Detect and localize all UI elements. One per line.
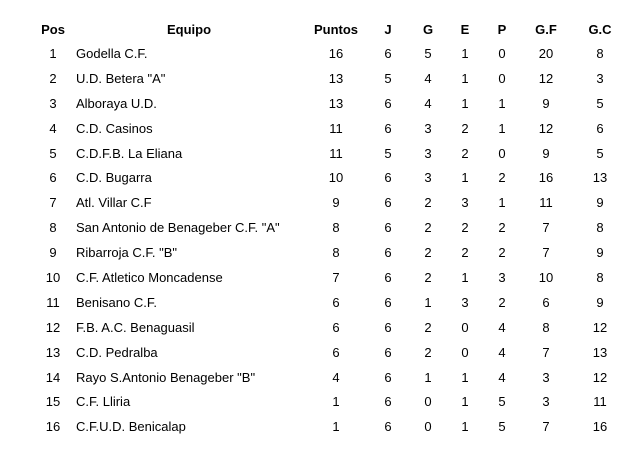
lost-cell: 2 (498, 245, 506, 261)
team-cell: Godella C.F. (76, 45, 148, 61)
points-cell: 7 (332, 269, 340, 285)
goals-against-cell: 5 (596, 145, 604, 161)
played-cell: 6 (384, 170, 392, 186)
table-row (34, 340, 628, 365)
lost-cell: 1 (498, 120, 506, 136)
points-cell: 1 (332, 394, 340, 410)
drawn-cell: 1 (461, 269, 469, 285)
goals-for-cell: 6 (542, 294, 550, 310)
goals-against-cell: 9 (596, 294, 604, 310)
goals-for-cell: 3 (542, 394, 550, 410)
won-cell: 3 (424, 120, 432, 136)
goals-against-cell: 8 (596, 45, 604, 61)
standings-table (34, 17, 628, 439)
goals-against-cell: 12 (592, 319, 608, 335)
goals-against-cell: 6 (596, 120, 604, 136)
drawn-cell: 2 (461, 245, 469, 261)
team-cell: C.D. Pedralba (76, 344, 158, 360)
won-cell: 0 (424, 419, 432, 435)
header-pos: Pos (41, 21, 65, 37)
points-cell: 10 (328, 170, 344, 186)
goals-for-cell: 7 (542, 220, 550, 236)
table-row (34, 365, 628, 390)
played-cell: 6 (384, 195, 392, 211)
team-cell: C.F.U.D. Benicalap (76, 419, 186, 435)
team-cell: Alboraya U.D. (76, 95, 157, 111)
pos-cell: 4 (49, 120, 57, 136)
points-cell: 16 (328, 45, 344, 61)
goals-against-cell: 8 (596, 269, 604, 285)
pos-cell: 12 (45, 319, 61, 335)
table-row (34, 141, 628, 166)
won-cell: 4 (424, 70, 432, 86)
played-cell: 6 (384, 245, 392, 261)
team-cell: Atl. Villar C.F (76, 195, 152, 211)
goals-for-cell: 3 (542, 369, 550, 385)
table-row (34, 165, 628, 190)
table-row (34, 41, 628, 66)
lost-cell: 2 (498, 170, 506, 186)
goals-for-cell: 7 (542, 245, 550, 261)
team-cell: C.D. Bugarra (76, 170, 152, 186)
team-cell: Rayo S.Antonio Benageber "B" (76, 369, 256, 385)
won-cell: 2 (424, 245, 432, 261)
lost-cell: 4 (498, 344, 506, 360)
lost-cell: 5 (498, 394, 506, 410)
goals-for-cell: 20 (538, 45, 554, 61)
pos-cell: 10 (45, 269, 61, 285)
pos-cell: 13 (45, 344, 61, 360)
pos-cell: 1 (49, 45, 57, 61)
pos-cell: 2 (49, 70, 57, 86)
table-row (34, 215, 628, 240)
drawn-cell: 0 (461, 344, 469, 360)
goals-against-cell: 12 (592, 369, 608, 385)
goals-against-cell: 3 (596, 70, 604, 86)
header-team: Equipo (166, 21, 212, 37)
lost-cell: 3 (498, 269, 506, 285)
won-cell: 2 (424, 220, 432, 236)
drawn-cell: 1 (461, 369, 469, 385)
points-cell: 11 (329, 120, 343, 136)
team-cell: Benisano C.F. (76, 294, 157, 310)
pos-cell: 7 (49, 195, 57, 211)
table-row (34, 414, 628, 439)
won-cell: 2 (424, 269, 432, 285)
points-cell: 8 (332, 220, 340, 236)
team-cell: C.D. Casinos (76, 120, 153, 136)
pos-cell: 11 (46, 294, 60, 310)
goals-against-cell: 11 (593, 394, 607, 410)
won-cell: 0 (424, 394, 432, 410)
played-cell: 6 (384, 220, 392, 236)
won-cell: 1 (424, 294, 432, 310)
played-cell: 6 (384, 120, 392, 136)
played-cell: 6 (384, 45, 392, 61)
table-row (34, 290, 628, 315)
header-played: J (384, 21, 392, 37)
drawn-cell: 0 (461, 319, 469, 335)
goals-for-cell: 9 (542, 145, 550, 161)
team-cell: U.D. Betera "A" (76, 70, 166, 86)
goals-against-cell: 16 (592, 419, 608, 435)
table-row (34, 389, 628, 414)
drawn-cell: 3 (461, 294, 469, 310)
lost-cell: 5 (498, 419, 506, 435)
goals-for-cell: 7 (542, 344, 550, 360)
points-cell: 1 (332, 419, 340, 435)
table-body (34, 41, 628, 439)
won-cell: 1 (424, 369, 432, 385)
goals-for-cell: 9 (542, 95, 550, 111)
lost-cell: 2 (498, 220, 506, 236)
table-row (34, 315, 628, 340)
points-cell: 6 (332, 344, 340, 360)
table-row (34, 190, 628, 215)
header-points: Puntos (313, 21, 359, 37)
won-cell: 4 (424, 95, 432, 111)
won-cell: 3 (424, 145, 432, 161)
lost-cell: 0 (498, 145, 506, 161)
drawn-cell: 2 (461, 145, 469, 161)
played-cell: 6 (384, 294, 392, 310)
team-cell: C.D.F.B. La Eliana (76, 145, 183, 161)
team-cell: C.F. Lliria (76, 394, 131, 410)
pos-cell: 6 (49, 170, 57, 186)
drawn-cell: 1 (461, 419, 469, 435)
points-cell: 4 (332, 369, 340, 385)
points-cell: 6 (332, 319, 340, 335)
goals-against-cell: 9 (596, 245, 604, 261)
table-row (34, 240, 628, 265)
drawn-cell: 1 (461, 170, 469, 186)
team-cell: Ribarroja C.F. "B" (76, 245, 177, 261)
goals-against-cell: 13 (592, 344, 608, 360)
table-row (34, 116, 628, 141)
drawn-cell: 1 (461, 45, 469, 61)
played-cell: 6 (384, 419, 392, 435)
goals-for-cell: 16 (538, 170, 554, 186)
table-row (34, 265, 628, 290)
header-won: G (422, 21, 434, 37)
lost-cell: 1 (498, 95, 506, 111)
goals-for-cell: 7 (542, 419, 550, 435)
header-row (34, 17, 628, 41)
pos-cell: 9 (49, 245, 57, 261)
won-cell: 3 (424, 170, 432, 186)
goals-against-cell: 8 (596, 220, 604, 236)
played-cell: 6 (384, 319, 392, 335)
points-cell: 9 (332, 195, 340, 211)
table-header (34, 17, 628, 41)
drawn-cell: 2 (461, 220, 469, 236)
played-cell: 6 (384, 369, 392, 385)
drawn-cell: 3 (461, 195, 469, 211)
drawn-cell: 2 (461, 120, 469, 136)
header-goals-against: G.C (588, 21, 612, 37)
won-cell: 2 (424, 319, 432, 335)
table-row (34, 91, 628, 116)
goals-against-cell: 9 (596, 195, 604, 211)
goals-against-cell: 5 (596, 95, 604, 111)
pos-cell: 16 (45, 419, 61, 435)
goals-for-cell: 8 (542, 319, 550, 335)
won-cell: 2 (424, 195, 432, 211)
goals-for-cell: 12 (538, 120, 554, 136)
pos-cell: 15 (45, 394, 61, 410)
points-cell: 13 (328, 95, 344, 111)
played-cell: 6 (384, 269, 392, 285)
header-goals-for: G.F (535, 21, 557, 37)
pos-cell: 8 (49, 220, 57, 236)
lost-cell: 4 (498, 319, 506, 335)
won-cell: 5 (424, 45, 432, 61)
lost-cell: 2 (498, 294, 506, 310)
played-cell: 6 (384, 95, 392, 111)
goals-for-cell: 12 (538, 70, 554, 86)
played-cell: 6 (384, 394, 392, 410)
pos-cell: 5 (49, 145, 57, 161)
drawn-cell: 1 (461, 95, 469, 111)
pos-cell: 3 (49, 95, 57, 111)
team-cell: San Antonio de Benageber C.F. "A" (76, 220, 280, 236)
drawn-cell: 1 (461, 394, 469, 410)
played-cell: 5 (384, 145, 392, 161)
points-cell: 8 (332, 245, 340, 261)
drawn-cell: 1 (461, 70, 469, 86)
played-cell: 5 (384, 70, 392, 86)
header-drawn: E (460, 21, 470, 37)
points-cell: 13 (328, 70, 344, 86)
played-cell: 6 (384, 344, 392, 360)
team-cell: C.F. Atletico Moncadense (76, 269, 223, 285)
points-cell: 11 (329, 145, 343, 161)
goals-for-cell: 10 (538, 269, 554, 285)
lost-cell: 0 (498, 70, 506, 86)
lost-cell: 0 (498, 45, 506, 61)
goals-against-cell: 13 (592, 170, 608, 186)
lost-cell: 4 (498, 369, 506, 385)
lost-cell: 1 (498, 195, 506, 211)
table-row (34, 66, 628, 91)
pos-cell: 14 (45, 369, 61, 385)
goals-for-cell: 11 (539, 195, 553, 211)
won-cell: 2 (424, 344, 432, 360)
points-cell: 6 (332, 294, 340, 310)
header-lost: P (497, 21, 507, 37)
team-cell: F.B. A.C. Benaguasil (76, 319, 195, 335)
